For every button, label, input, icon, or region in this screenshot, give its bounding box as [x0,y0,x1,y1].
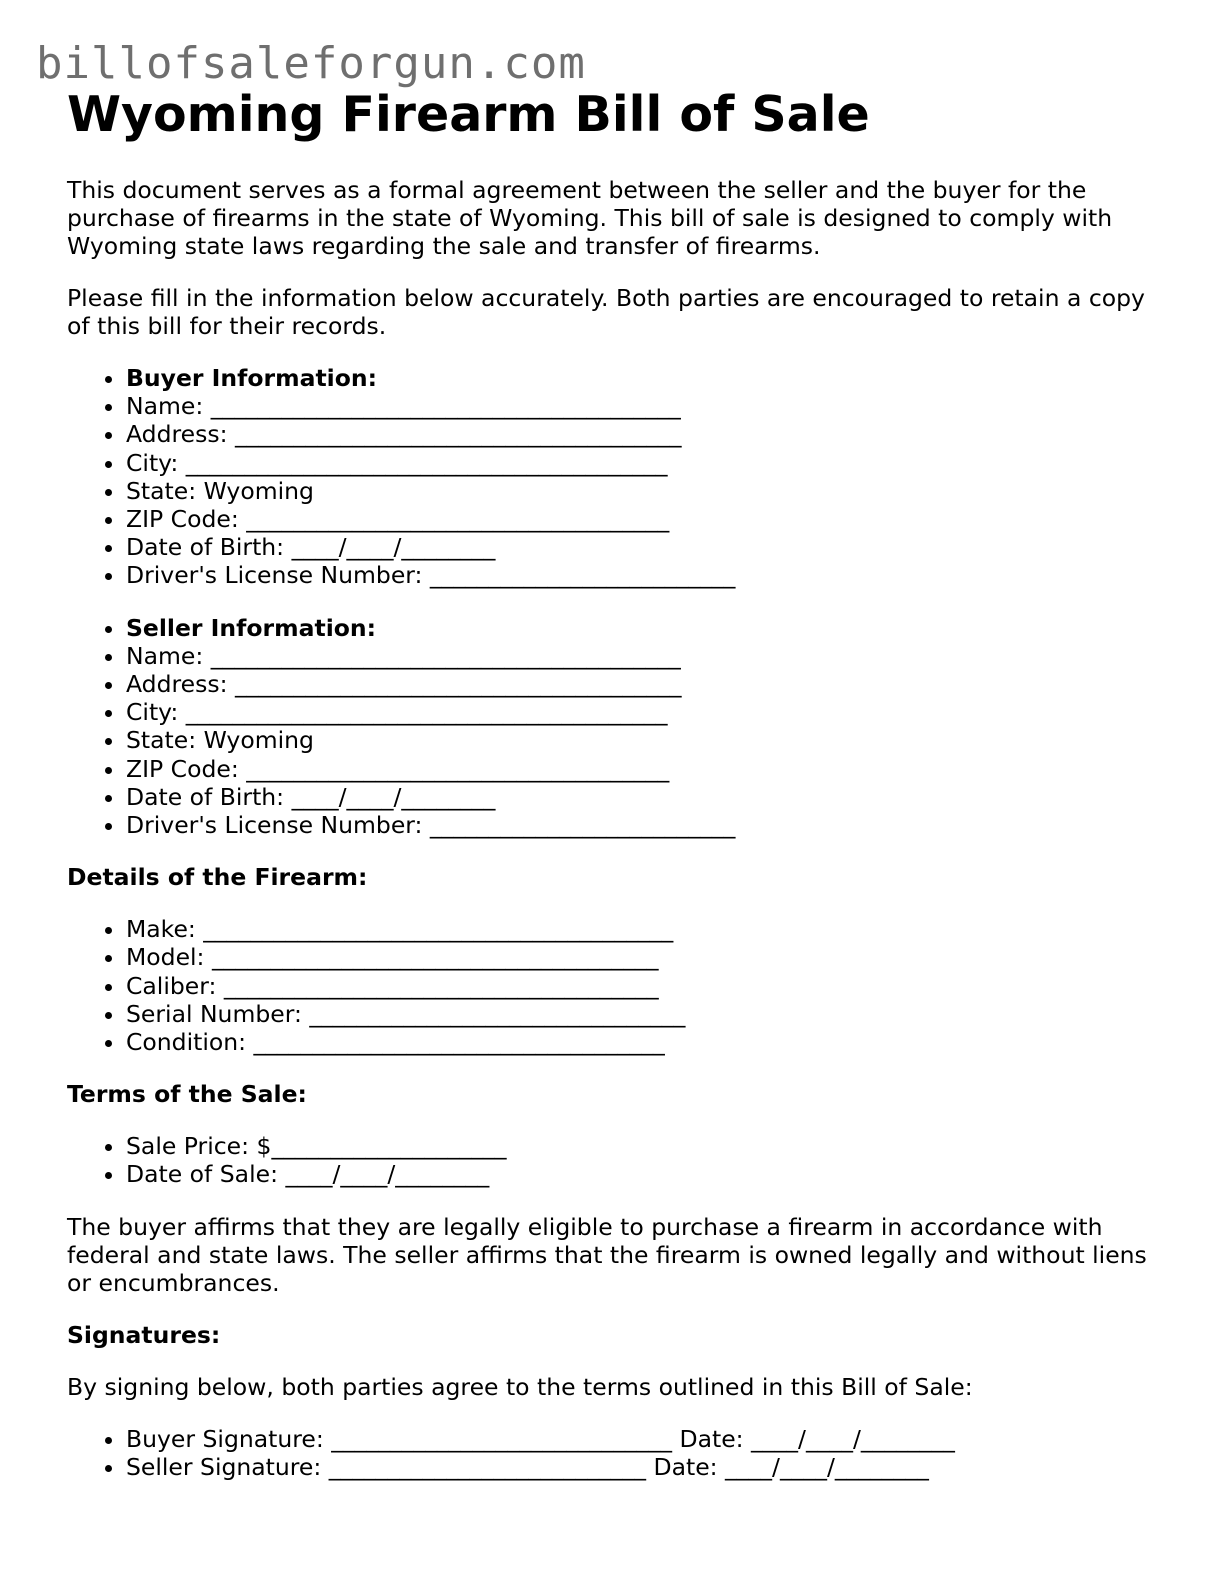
buyer-license-field[interactable]: • Driver's License Number: __________________________ [126,561,1157,589]
sale-date-field[interactable]: • Date of Sale: ____/____/________ [126,1160,1157,1188]
buyer-dob-field[interactable]: • Date of Birth: ____/____/________ [126,533,1157,561]
page-title: Wyoming Firearm Bill of Sale [67,86,870,143]
signatures-intro: By signing below, both parties agree to the terms outlined in this Bill of Sale: [67,1372,973,1401]
firearm-heading: Details of the Firearm: [67,863,368,892]
firearm-make-field[interactable]: • Make: ________________________________________ [126,915,1157,943]
watermark: billofsaleforgun.com [36,38,586,89]
seller-information-list [67,614,1157,840]
firearm-model-field[interactable]: • Model: ______________________________________ [126,943,1157,971]
seller-heading: • Seller Information: [126,614,1157,642]
seller-signature-field[interactable]: • Seller Signature: ___________________________ Date: ____/____/________ [126,1453,1157,1481]
terms-list [67,1132,1157,1188]
buyer-zip-field[interactable]: • ZIP Code: ____________________________________ [126,505,1157,533]
sale-price-field[interactable]: • Sale Price: $____________________ [126,1132,1157,1160]
instructions-paragraph: Please fill in the information below accurately. Both parties are encouraged to retain a copy of this bill for their records. [67,284,1145,340]
firearm-details-list [67,915,1157,1056]
affirmation-paragraph: The buyer affirms that they are legally eligible to purchase a firearm in accordance with federal and state laws. The seller affirms that the firearm is owned legally and without liens or encumbrances. [67,1212,1147,1297]
buyer-city-field[interactable]: • City: _________________________________________ [126,449,1157,477]
buyer-heading: • Buyer Information: [126,364,1157,392]
terms-heading: Terms of the Sale: [67,1080,307,1109]
firearm-serial-field[interactable]: • Serial Number: ________________________________ [126,1000,1157,1028]
buyer-name-field[interactable]: • Name: ________________________________________ [126,392,1157,420]
document-page [67,86,1157,1481]
buyer-signature-field[interactable]: • Buyer Signature: _____________________________ Date: ____/____/________ [126,1425,1157,1453]
firearm-caliber-field[interactable]: • Caliber: _____________________________________ [126,972,1157,1000]
buyer-state: • State: Wyoming [126,477,1157,505]
seller-license-field[interactable]: • Driver's License Number: __________________________ [126,811,1157,839]
seller-name-field[interactable]: • Name: ________________________________________ [126,642,1157,670]
firearm-condition-field[interactable]: • Condition: ___________________________________ [126,1028,1157,1056]
signatures-heading: Signatures: [67,1320,221,1349]
seller-zip-field[interactable]: • ZIP Code: ____________________________________ [126,755,1157,783]
intro-paragraph: This document serves as a formal agreement between the seller and the buyer for the purchase of firearms in the state of Wyoming. This bill of sale is designed to comply with Wyoming state laws regarding the sale and transfer of firearms. [67,176,1113,260]
seller-dob-field[interactable]: • Date of Birth: ____/____/________ [126,783,1157,811]
buyer-information-list [67,364,1157,590]
seller-state: • State: Wyoming [126,726,1157,754]
buyer-address-field[interactable]: • Address: ______________________________________ [126,420,1157,448]
seller-address-field[interactable]: • Address: ______________________________________ [126,670,1157,698]
signatures-list [67,1425,1157,1481]
seller-city-field[interactable]: • City: _________________________________________ [126,698,1157,726]
